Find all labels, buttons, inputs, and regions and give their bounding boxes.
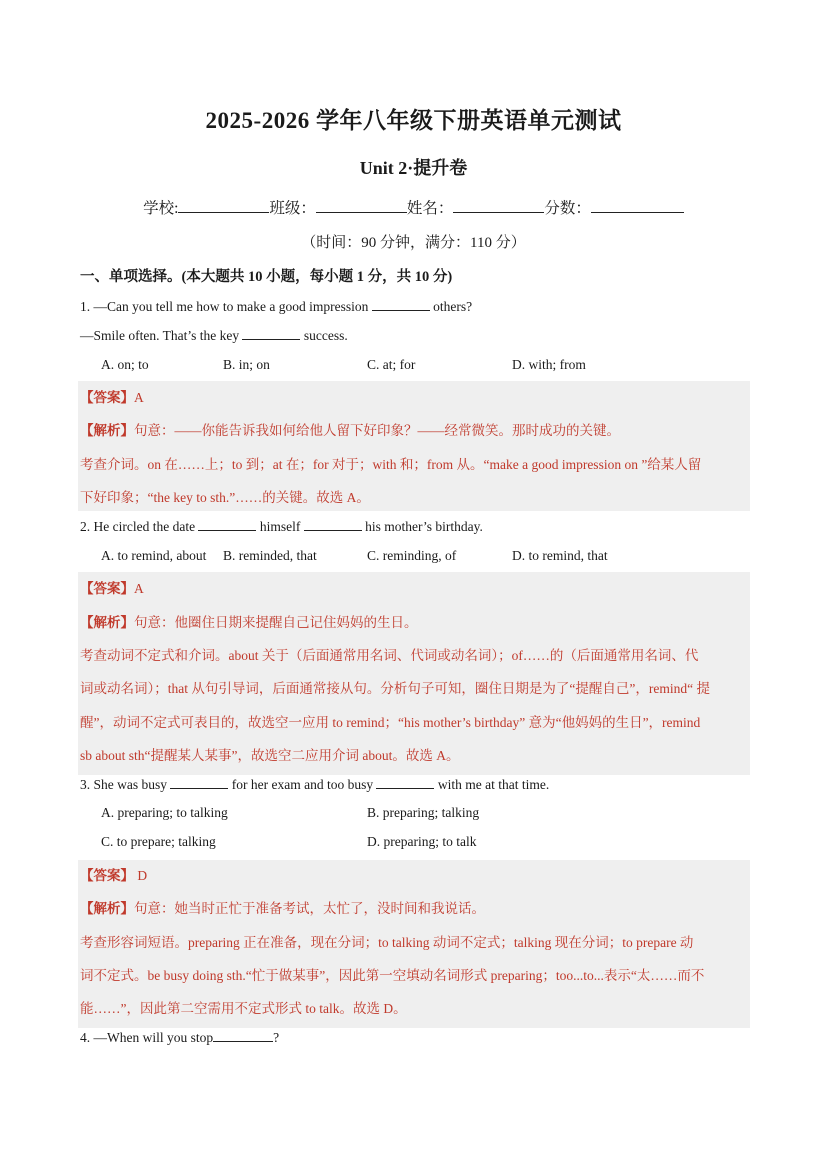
analysis-tag: 【解析】 bbox=[80, 423, 134, 438]
time-info: （时间：90 分钟，满分：110 分） bbox=[301, 235, 526, 251]
analysis-text: 句意：——你能告诉我如何给他人留下好印象？——经常微笑。那时成功的关键。 bbox=[134, 423, 620, 438]
stem-text: his mother’s birthday. bbox=[365, 519, 483, 534]
answer-blank[interactable] bbox=[213, 1029, 273, 1042]
q2-option-d[interactable]: D. to remind, that bbox=[512, 548, 608, 563]
q1-option-d[interactable]: D. with; from bbox=[512, 357, 586, 372]
analysis-tag: 【解析】 bbox=[80, 901, 134, 916]
stem-text: ? bbox=[273, 1030, 280, 1045]
q2-analysis-4: 醒”，动词不定式可表目的，故选空一应用 to remind；“his mother’s birthday” 意为“他妈妈的生日”，remind bbox=[80, 715, 701, 730]
q3-option-a[interactable]: A. preparing; to talking bbox=[101, 805, 228, 820]
stem-text: 3. She was busy bbox=[80, 777, 167, 792]
q1-option-b[interactable]: B. in; on bbox=[223, 357, 270, 372]
q2-option-b[interactable]: B. reminded, that bbox=[223, 548, 317, 563]
name-label: 姓名： bbox=[406, 200, 454, 217]
score-field[interactable] bbox=[591, 198, 684, 213]
answer-value: A bbox=[134, 390, 144, 405]
q2-analysis-5: sb about sth“提醒某人某事”，故选空二应用介词 about。故选 A。 bbox=[80, 748, 460, 763]
name-field[interactable] bbox=[453, 198, 544, 213]
answer-blank[interactable] bbox=[372, 298, 430, 311]
q2-analysis-2: 考查动词不定式和介词。about 关于（后面通常用名词、代词或动名词）；of……的（后面通常用名词、代 bbox=[80, 648, 699, 663]
section-heading: 一、单项选择。(本大题共 10 小题，每小题 1 分，共 10 分) bbox=[80, 269, 453, 285]
q3-option-b[interactable]: B. preparing; talking bbox=[367, 805, 480, 820]
q2-option-c[interactable]: C. reminding, of bbox=[367, 548, 457, 563]
stem-text: himself bbox=[259, 519, 301, 534]
q2-analysis-1 bbox=[80, 611, 750, 631]
answer-blank[interactable] bbox=[198, 518, 256, 531]
q1-option-c[interactable]: C. at; for bbox=[367, 357, 416, 372]
analysis-text: 句意：他圈住日期来提醒自己记住妈妈的生日。 bbox=[134, 615, 418, 630]
q1-answer bbox=[80, 386, 750, 406]
answer-blank[interactable] bbox=[170, 776, 228, 789]
q1-analysis-3: 下好印象；“the key to sth.”……的关键。故选 A。 bbox=[80, 490, 370, 505]
answer-blank[interactable] bbox=[376, 776, 434, 789]
q2-option-a[interactable]: A. to remind, about bbox=[101, 548, 207, 563]
answer-blank[interactable] bbox=[242, 327, 300, 340]
question-1-stem bbox=[80, 298, 472, 315]
stem-text: 2. He circled the date bbox=[80, 519, 196, 534]
q2-analysis-3: 词或动名词）；that 从句引导词，后面通常接从句。分析句子可知，圈住日期是为了“提醒自己”，remind“ 提 bbox=[80, 681, 710, 696]
stem-text: for her exam and too busy bbox=[231, 777, 374, 792]
page-subtitle: Unit 2·提升卷 bbox=[359, 158, 468, 178]
q3-option-d[interactable]: D. preparing; to talk bbox=[367, 834, 477, 849]
q3-answer bbox=[80, 864, 750, 884]
stem-text: with me at that time. bbox=[437, 777, 550, 792]
page-title: 2025-2026 学年八年级下册英语单元测试 bbox=[205, 108, 622, 133]
question-2-stem bbox=[80, 518, 483, 535]
school-field[interactable] bbox=[178, 198, 269, 213]
answer-tag: 【答案】 bbox=[80, 581, 134, 596]
class-label: 班级： bbox=[269, 200, 316, 217]
class-field[interactable] bbox=[316, 198, 407, 213]
student-info-line bbox=[0, 196, 827, 218]
q1-analysis-1 bbox=[80, 419, 750, 439]
analysis-text: 句意：她当时正忙于准备考试，太忙了，没时间和我说话。 bbox=[134, 901, 485, 916]
answer-value: A bbox=[134, 581, 144, 596]
q3-analysis-4: 能……”，因此第二空需用不定式形式 to talk。故选 D。 bbox=[80, 1001, 407, 1016]
q2-answer bbox=[80, 577, 750, 597]
answer-tag: 【答案】 bbox=[80, 868, 134, 883]
answer-value: D bbox=[134, 868, 148, 883]
stem-text: 1. —Can you tell me how to make a good impression bbox=[80, 299, 369, 314]
q3-analysis-1 bbox=[80, 897, 750, 917]
q1-option-a[interactable]: A. on; to bbox=[101, 357, 149, 372]
stem-text: 4. —When will you stop bbox=[80, 1030, 214, 1045]
question-1-line2 bbox=[80, 327, 348, 344]
stem-text: —Smile often. That’s the key bbox=[80, 328, 240, 343]
answer-tag: 【答案】 bbox=[80, 390, 134, 405]
q1-analysis-2: 考查介词。on 在……上；to 到；at 在；for 对于；with 和；from 从。“make a good impression on ”给某人留 bbox=[80, 457, 702, 472]
stem-text: success. bbox=[303, 328, 348, 343]
stem-text: others? bbox=[433, 299, 473, 314]
question-4-stem bbox=[80, 1029, 279, 1046]
score-label: 分数： bbox=[544, 200, 591, 217]
analysis-tag: 【解析】 bbox=[80, 615, 134, 630]
q3-option-c[interactable]: C. to prepare; talking bbox=[101, 834, 216, 849]
question-3-stem bbox=[80, 776, 549, 793]
answer-blank[interactable] bbox=[304, 518, 362, 531]
school-label: 学校: bbox=[143, 200, 179, 217]
q3-analysis-2: 考查形容词短语。preparing 正在准备，现在分词；to talking 动词不定式；talking 现在分词；to prepare 动 bbox=[80, 935, 694, 950]
q3-analysis-3: 词不定式。be busy doing sth.“忙于做某事”，因此第一空填动名词形式 preparing；too...to...表示“太……而不 bbox=[80, 968, 705, 983]
